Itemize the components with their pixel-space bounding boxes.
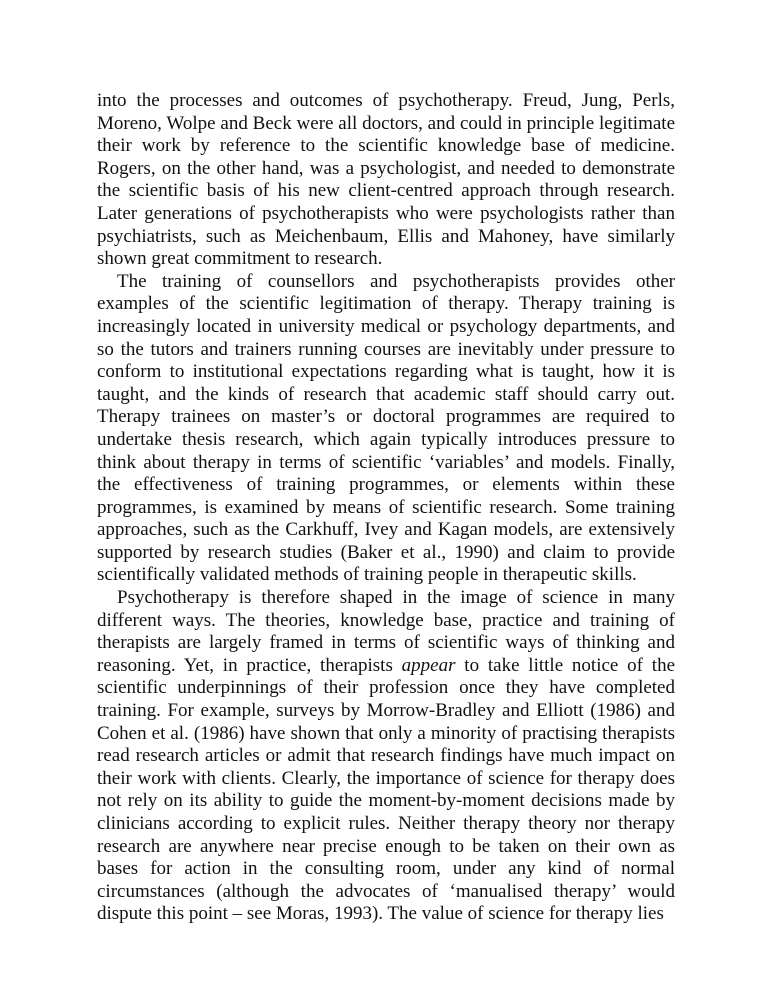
paragraph-3 [97, 587, 675, 926]
paragraph-3-text-a: Psychotherapy is therefore shaped in the image of science in many different ways. The theories, knowledge base, practice and training of therapists are largely framed in terms of scientific ways of thinking and reasoning. Yet, in practice, therapists [97, 587, 675, 676]
body-text [97, 90, 675, 926]
paragraph-1 [97, 90, 675, 271]
paragraph-2-text: The training of counsellors and psychotherapists provides other examples of the scientific legitimation of therapy. Therapy training is increasingly located in university medical or psychology departments, and so the tutors and trainers running courses are inevitably under pressure to conform to institutional expectations regarding what is taught, how it is taught, and the kinds of research that academic staff should carry out. Therapy trainees on master’s or doctoral programmes are required to undertake thesis research, which again typically introduces pressure to think about therapy in terms of scientific ‘variables’ and models. Finally, the effectiveness of training programmes, or elements within these programmes, is examined by means of scientific research. Some training approaches, such as the Carkhuff, Ivey and Kagan models, are extensively supported by research studies (Baker et al., 1990) and claim to provide scientifically validated methods of training people in therapeutic skills. [97, 270, 675, 586]
paragraph-3-italic-appear: appear [401, 654, 456, 676]
paragraph-2 [97, 271, 675, 587]
paragraph-1-text: into the processes and outcomes of psychotherapy. Freud, Jung, Perls, Moreno, Wolpe and Beck were all doctors, and could in principle legitimate their work by reference to the scientific knowledge base of medicine. Rogers, on the other hand, was a psychologist, and needed to demonstrate the scientific basis of his new client-centred approach through research. Later generations of psychotherapists who were psychologists rather than psychiatrists, such as Meichenbaum, Ellis and Mahoney, have similarly shown great commitment to research. [97, 90, 675, 270]
paragraph-3-text-b: to take little notice of the scientific underpinnings of their profession once they have completed training. For example, surveys by Morrow-Bradley and Elliott (1986) and Cohen et al. (1986) have shown that only a minority of practising therapists read research articles or admit that research findings have much impact on their work with clients. Clearly, the importance of science for therapy does not rely on its ability to guide the moment-by-moment decisions made by clinicians according to explicit rules. Neither therapy theory nor therapy research are anywhere near precise enough to be taken on their own as bases for action in the consulting room, under any kind of normal circumstances (although the advocates of ‘manualised therapy’ would dispute this point – see Moras, 1993). The value of science for therapy lies [97, 654, 675, 925]
